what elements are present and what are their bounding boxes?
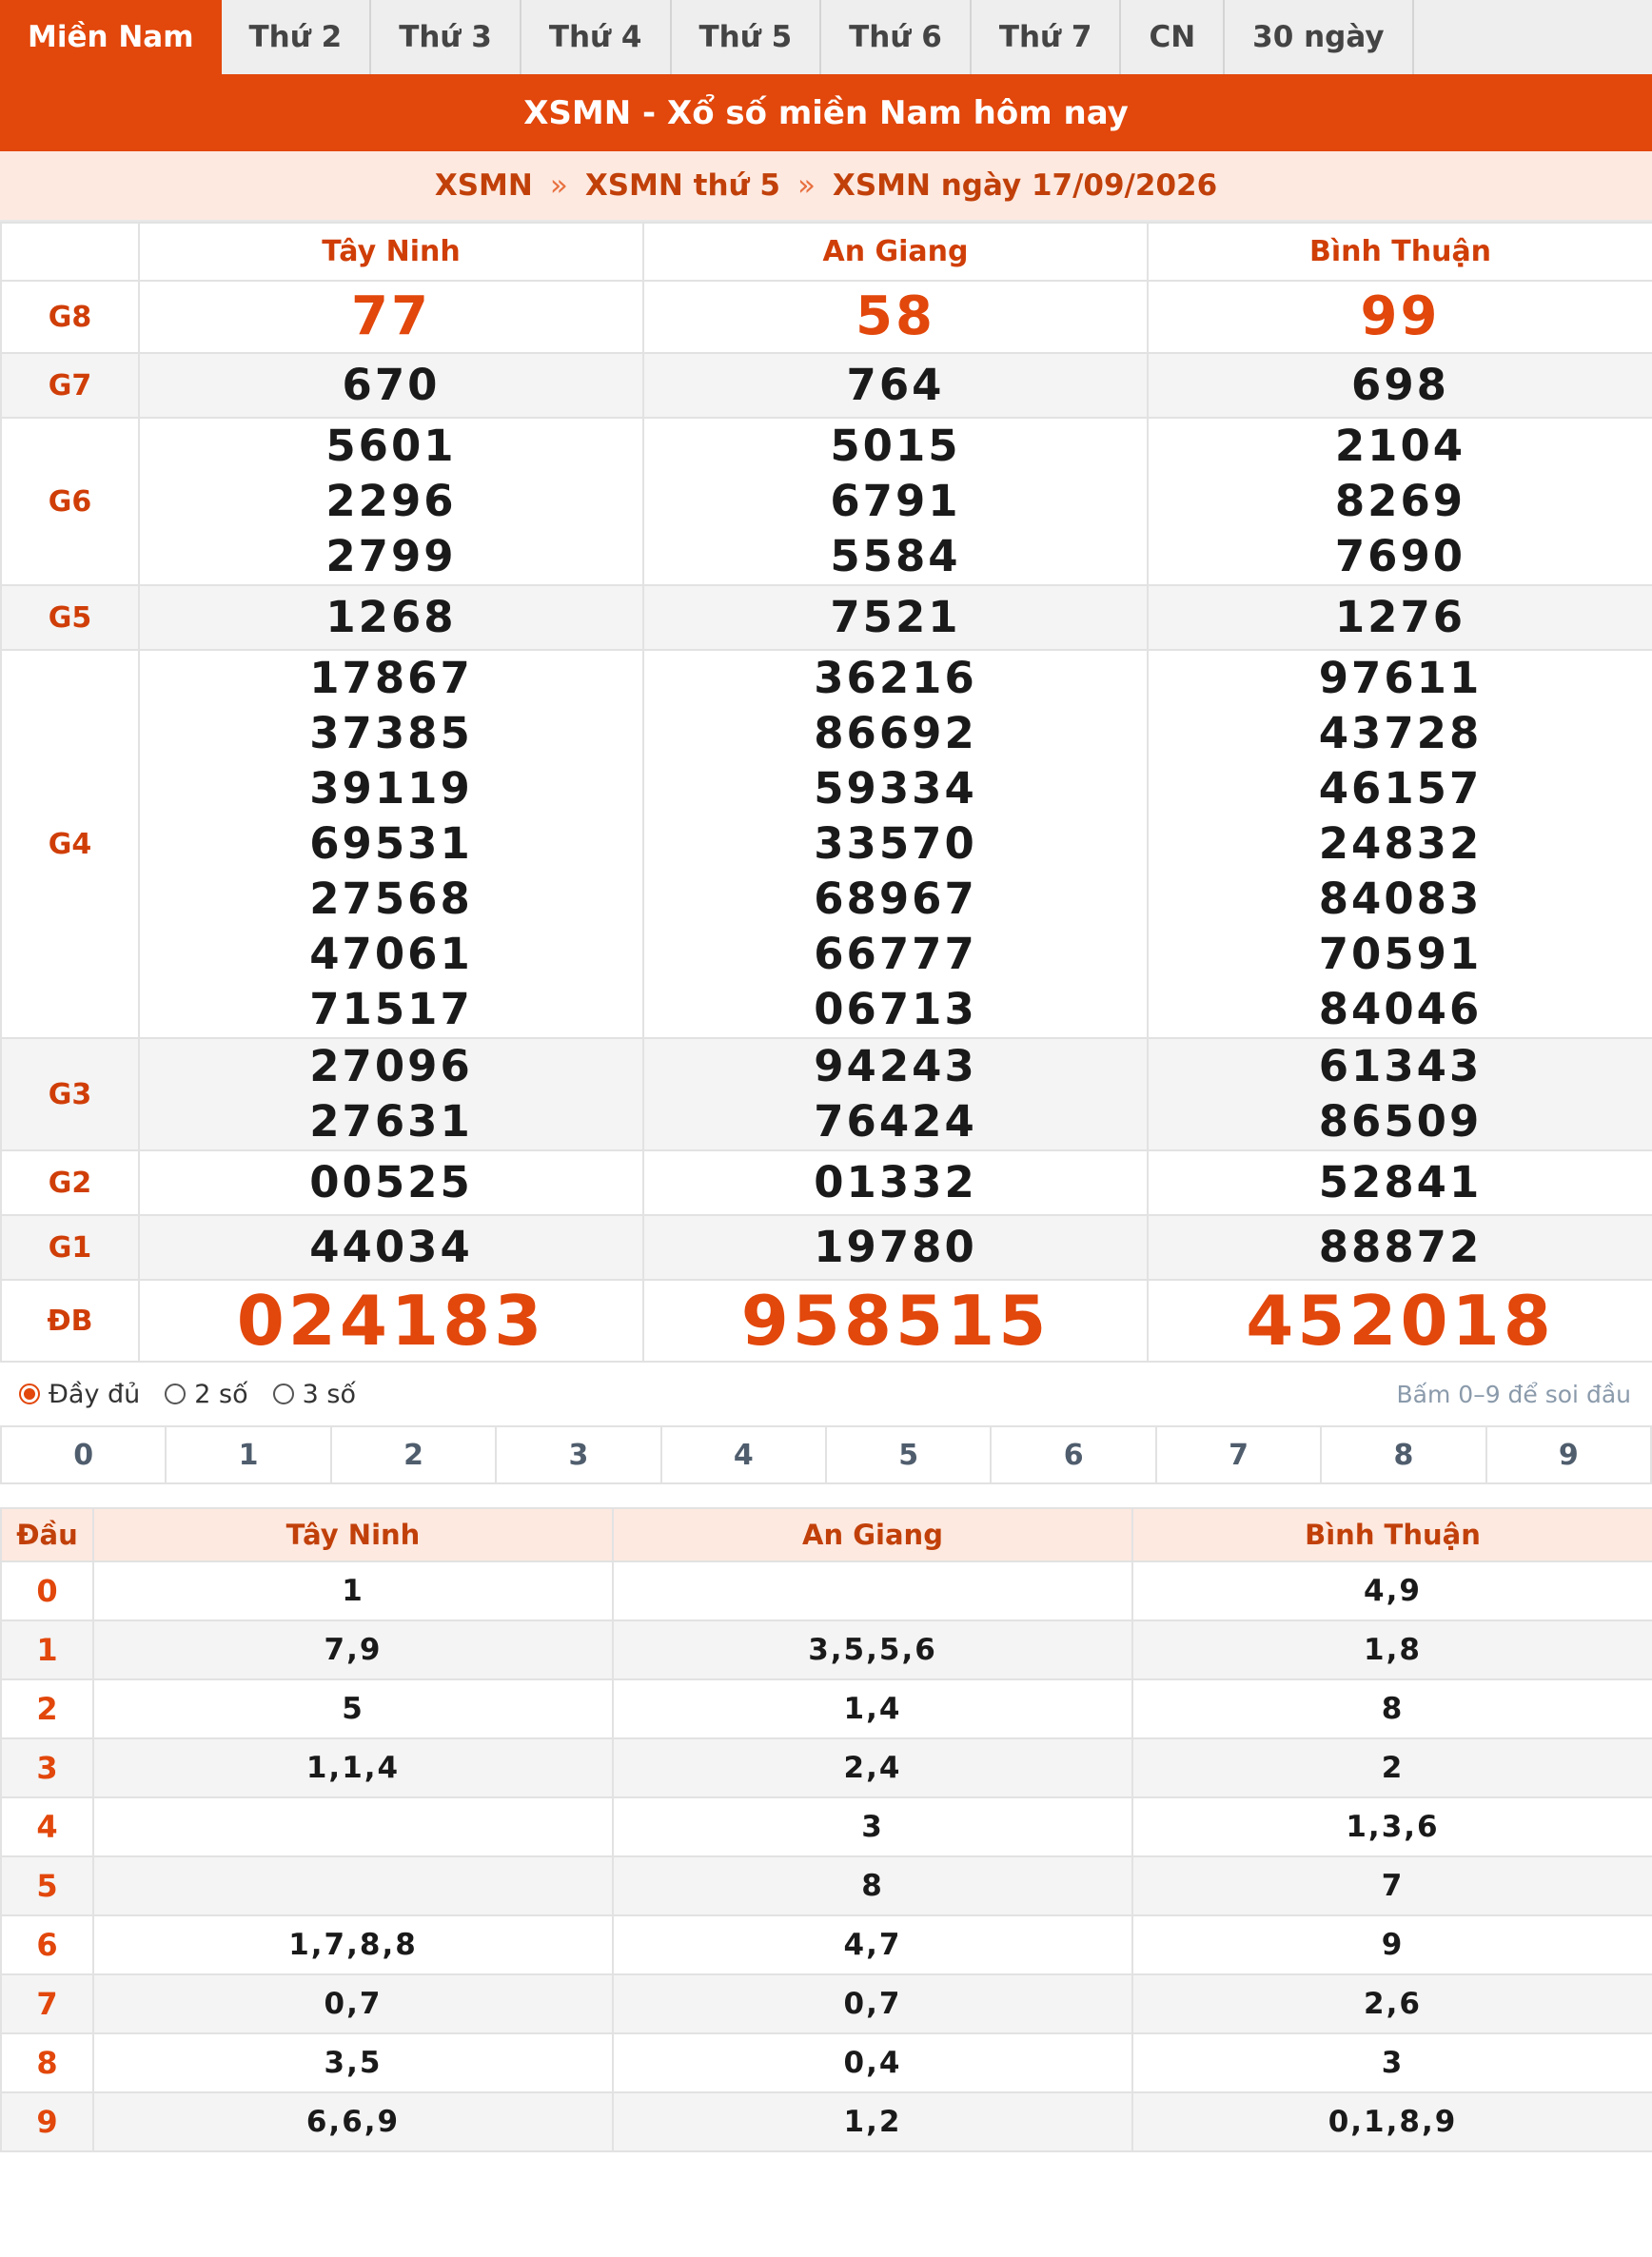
option-0[interactable] xyxy=(19,1380,140,1409)
prize-number: 27568 xyxy=(309,873,473,924)
prize-cell xyxy=(643,1280,1148,1362)
prize-row xyxy=(1,585,1652,650)
dau-tails: 4,7 xyxy=(613,1915,1132,1974)
prize-cell xyxy=(1148,1280,1652,1362)
prize-number: 27096 xyxy=(309,1041,473,1091)
dau-tails: 0,7 xyxy=(93,1974,613,2033)
prize-number: 39119 xyxy=(309,763,473,814)
prize-number: 2799 xyxy=(325,531,457,581)
prize-label: G4 xyxy=(1,650,139,1038)
prize-number: 17867 xyxy=(309,653,473,703)
dau-tails: 7,9 xyxy=(93,1620,613,1679)
digit-filter xyxy=(0,1425,1652,1484)
prize-label: G8 xyxy=(1,281,139,353)
radio-button[interactable] xyxy=(273,1384,294,1404)
dau-tails: 8 xyxy=(613,1856,1132,1915)
dau-tails: 0,7 xyxy=(613,1974,1132,2033)
prize-cell xyxy=(139,353,643,418)
digit-button-2[interactable]: 2 xyxy=(332,1427,497,1482)
dau-tails: 7 xyxy=(1132,1856,1652,1915)
option-2[interactable] xyxy=(273,1380,356,1409)
dau-tails: 1,7,8,8 xyxy=(93,1915,613,1974)
radio-button[interactable] xyxy=(19,1384,40,1404)
prize-cell xyxy=(1148,418,1652,585)
dau-row xyxy=(1,1561,1652,1620)
dau-tails: 1,1,4 xyxy=(93,1738,613,1797)
breadcrumb-item-xsmn[interactable]: XSMN xyxy=(434,168,533,203)
prize-label: G2 xyxy=(1,1150,139,1215)
dau-row xyxy=(1,1915,1652,1974)
prize-number: 84083 xyxy=(1318,873,1483,924)
prize-number: 88872 xyxy=(1318,1222,1483,1272)
prize-number: 1276 xyxy=(1334,592,1466,642)
prize-cell xyxy=(1148,1215,1652,1280)
prize-number: 00525 xyxy=(309,1157,473,1207)
results-corner xyxy=(1,223,139,281)
dau-tails: 3 xyxy=(1132,2033,1652,2092)
prize-number: 94243 xyxy=(814,1041,977,1091)
tab-2[interactable]: Thứ 3 xyxy=(371,0,521,74)
dau-table xyxy=(0,1507,1652,2152)
dau-tails: 3,5,5,6 xyxy=(613,1620,1132,1679)
prize-number: 2296 xyxy=(325,476,457,526)
prize-number: 76424 xyxy=(814,1096,977,1147)
prize-number: 69531 xyxy=(309,818,473,869)
prize-row xyxy=(1,1280,1652,1362)
dau-row xyxy=(1,2033,1652,2092)
prize-number: 37385 xyxy=(309,708,473,758)
prize-number: 36216 xyxy=(814,653,977,703)
prize-label: G7 xyxy=(1,353,139,418)
prize-number: 7521 xyxy=(830,592,961,642)
prize-label: ĐB xyxy=(1,1280,139,1362)
dau-tails: 1,2 xyxy=(613,2092,1132,2151)
prize-row xyxy=(1,1215,1652,1280)
tab-8[interactable]: 30 ngày xyxy=(1225,0,1413,74)
dau-tails: 9 xyxy=(1132,1915,1652,1974)
prize-cell xyxy=(643,650,1148,1038)
prize-cell xyxy=(1148,650,1652,1038)
breadcrumb-item-date[interactable]: XSMN ngày 17/09/2026 xyxy=(832,168,1218,203)
prize-number: 5584 xyxy=(830,531,961,581)
prize-number: 1268 xyxy=(325,592,457,642)
dau-digit: 2 xyxy=(1,1679,93,1738)
prize-label: G5 xyxy=(1,585,139,650)
dau-tails: 1,8 xyxy=(1132,1620,1652,1679)
dau-tails: 2,6 xyxy=(1132,1974,1652,2033)
dau-tails xyxy=(93,1797,613,1856)
dau-row xyxy=(1,1797,1652,1856)
prize-number: 86509 xyxy=(1318,1096,1483,1147)
tab-bar xyxy=(0,0,1652,74)
prize-cell xyxy=(643,585,1148,650)
prize-number: 47061 xyxy=(309,929,473,979)
province-header: Bình Thuận xyxy=(1148,223,1652,281)
prize-number: 27631 xyxy=(309,1096,473,1147)
dau-digit: 1 xyxy=(1,1620,93,1679)
prize-number: 5601 xyxy=(325,421,457,471)
dau-header-row xyxy=(1,1508,1652,1561)
breadcrumb xyxy=(0,151,1652,222)
prize-number: 44034 xyxy=(309,1222,473,1272)
dau-header-cell: Bình Thuận xyxy=(1132,1508,1652,1561)
radio-button[interactable] xyxy=(165,1384,186,1404)
prize-number: 5015 xyxy=(830,421,961,471)
dau-tails: 5 xyxy=(93,1679,613,1738)
option-label: Đầy đủ xyxy=(49,1379,141,1409)
tab-0[interactable]: Miền Nam xyxy=(0,0,222,74)
prize-number: 97611 xyxy=(1318,653,1483,703)
tab-3[interactable]: Thứ 4 xyxy=(521,0,672,74)
prize-cell xyxy=(139,418,643,585)
prize-cell xyxy=(1148,281,1652,353)
dau-tails: 6,6,9 xyxy=(93,2092,613,2151)
dau-tails: 1,4 xyxy=(613,1679,1132,1738)
prize-number: 06713 xyxy=(814,984,977,1034)
dau-row xyxy=(1,1679,1652,1738)
prize-cell xyxy=(139,1150,643,1215)
prize-number: 452018 xyxy=(1246,1281,1555,1361)
prize-row xyxy=(1,1038,1652,1150)
prize-cell xyxy=(643,353,1148,418)
dau-row xyxy=(1,1620,1652,1679)
prize-number: 68967 xyxy=(814,873,977,924)
prize-cell xyxy=(1148,1150,1652,1215)
breadcrumb-item-weekday[interactable]: XSMN thứ 5 xyxy=(584,168,780,203)
prize-cell xyxy=(139,281,643,353)
prize-number: 01332 xyxy=(814,1157,977,1207)
dau-digit: 4 xyxy=(1,1797,93,1856)
dau-header-cell: Đầu xyxy=(1,1508,93,1561)
prize-number: 764 xyxy=(846,360,945,410)
prize-number: 958515 xyxy=(740,1281,1051,1361)
dau-tails: 8 xyxy=(1132,1679,1652,1738)
prize-number: 99 xyxy=(1360,285,1441,347)
prize-number: 024183 xyxy=(236,1281,546,1361)
prize-number: 24832 xyxy=(1318,818,1483,869)
prize-row xyxy=(1,650,1652,1038)
dau-tails xyxy=(613,1561,1132,1620)
dau-tails: 3,5 xyxy=(93,2033,613,2092)
prize-label: G6 xyxy=(1,418,139,585)
digit-button-5[interactable]: 5 xyxy=(827,1427,992,1482)
digit-button-6[interactable]: 6 xyxy=(992,1427,1156,1482)
dau-tails: 2,4 xyxy=(613,1738,1132,1797)
prize-number: 46157 xyxy=(1318,763,1483,814)
prize-number: 59334 xyxy=(814,763,977,814)
digit-hint: Bấm 0–9 để soi đầu xyxy=(1396,1380,1631,1408)
dau-row xyxy=(1,2092,1652,2151)
prize-number: 58 xyxy=(856,285,935,347)
province-header: Tây Ninh xyxy=(139,223,643,281)
results-header-row xyxy=(1,223,1652,281)
dau-header-cell: An Giang xyxy=(613,1508,1132,1561)
prize-number: 7690 xyxy=(1334,531,1466,581)
dau-row xyxy=(1,1738,1652,1797)
prize-cell xyxy=(643,1038,1148,1150)
dau-tails: 0,1,8,9 xyxy=(1132,2092,1652,2151)
prize-number: 2104 xyxy=(1334,421,1466,471)
dau-tails: 3 xyxy=(613,1797,1132,1856)
dau-tails: 1 xyxy=(93,1561,613,1620)
dau-digit: 3 xyxy=(1,1738,93,1797)
prize-number: 8269 xyxy=(1334,476,1466,526)
tab-5[interactable]: Thứ 6 xyxy=(821,0,972,74)
tab-7[interactable]: CN xyxy=(1121,0,1225,74)
prize-number: 71517 xyxy=(309,984,473,1034)
option-label: 2 số xyxy=(194,1379,248,1409)
prize-cell xyxy=(1148,585,1652,650)
page-title: XSMN - Xổ số miền Nam hôm nay xyxy=(523,93,1129,132)
digit-button-3[interactable]: 3 xyxy=(497,1427,661,1482)
tab-1[interactable]: Thứ 2 xyxy=(222,0,372,74)
province-header: An Giang xyxy=(643,223,1148,281)
prize-label: G3 xyxy=(1,1038,139,1150)
display-options xyxy=(0,1363,1652,1425)
prize-number: 84046 xyxy=(1318,984,1483,1034)
digit-button-0[interactable]: 0 xyxy=(2,1427,167,1482)
prize-cell xyxy=(139,650,643,1038)
prize-number: 670 xyxy=(342,360,441,410)
dau-digit: 5 xyxy=(1,1856,93,1915)
digit-button-4[interactable]: 4 xyxy=(662,1427,827,1482)
prize-row xyxy=(1,353,1652,418)
prize-number: 698 xyxy=(1351,360,1449,410)
prize-label: G1 xyxy=(1,1215,139,1280)
dau-digit: 8 xyxy=(1,2033,93,2092)
prize-number: 43728 xyxy=(1318,708,1483,758)
prize-number: 19780 xyxy=(814,1222,977,1272)
tab-4[interactable]: Thứ 5 xyxy=(672,0,822,74)
prize-cell xyxy=(643,1150,1148,1215)
prize-cell xyxy=(1148,353,1652,418)
page-title-bar xyxy=(0,74,1652,151)
option-1[interactable] xyxy=(165,1380,247,1409)
dau-digit: 9 xyxy=(1,2092,93,2151)
prize-cell xyxy=(643,1215,1148,1280)
prize-number: 66777 xyxy=(814,929,977,979)
dau-header-cell: Tây Ninh xyxy=(93,1508,613,1561)
dau-digit: 6 xyxy=(1,1915,93,1974)
prize-number: 77 xyxy=(351,285,431,347)
prize-cell xyxy=(643,281,1148,353)
digit-button-7[interactable]: 7 xyxy=(1157,1427,1322,1482)
dau-tails: 4,9 xyxy=(1132,1561,1652,1620)
prize-cell xyxy=(1148,1038,1652,1150)
prize-cell xyxy=(139,1038,643,1150)
prize-number: 86692 xyxy=(814,708,977,758)
dau-tails xyxy=(93,1856,613,1915)
dau-tails: 0,4 xyxy=(613,2033,1132,2092)
breadcrumb-separator: » xyxy=(796,168,816,203)
prize-cell xyxy=(643,418,1148,585)
results-table xyxy=(0,222,1652,1363)
prize-row xyxy=(1,1150,1652,1215)
prize-cell xyxy=(139,585,643,650)
dau-row xyxy=(1,1856,1652,1915)
prize-number: 61343 xyxy=(1318,1041,1483,1091)
digit-button-9[interactable]: 9 xyxy=(1558,1438,1579,1472)
dau-digit: 0 xyxy=(1,1561,93,1620)
prize-row xyxy=(1,418,1652,585)
option-label: 3 số xyxy=(302,1379,356,1409)
digit-button-8[interactable]: 8 xyxy=(1322,1427,1486,1482)
dau-tails: 2 xyxy=(1132,1738,1652,1797)
prize-cell xyxy=(139,1215,643,1280)
dau-row xyxy=(1,1974,1652,2033)
prize-number: 70591 xyxy=(1318,929,1483,979)
breadcrumb-separator: » xyxy=(549,168,568,203)
prize-number: 6791 xyxy=(830,476,961,526)
digit-button-1[interactable]: 1 xyxy=(167,1427,331,1482)
tab-6[interactable]: Thứ 7 xyxy=(972,0,1122,74)
prize-number: 33570 xyxy=(814,818,977,869)
prize-cell xyxy=(139,1280,643,1362)
prize-number: 52841 xyxy=(1318,1157,1483,1207)
dau-tails: 1,3,6 xyxy=(1132,1797,1652,1856)
prize-row xyxy=(1,281,1652,353)
dau-digit: 7 xyxy=(1,1974,93,2033)
